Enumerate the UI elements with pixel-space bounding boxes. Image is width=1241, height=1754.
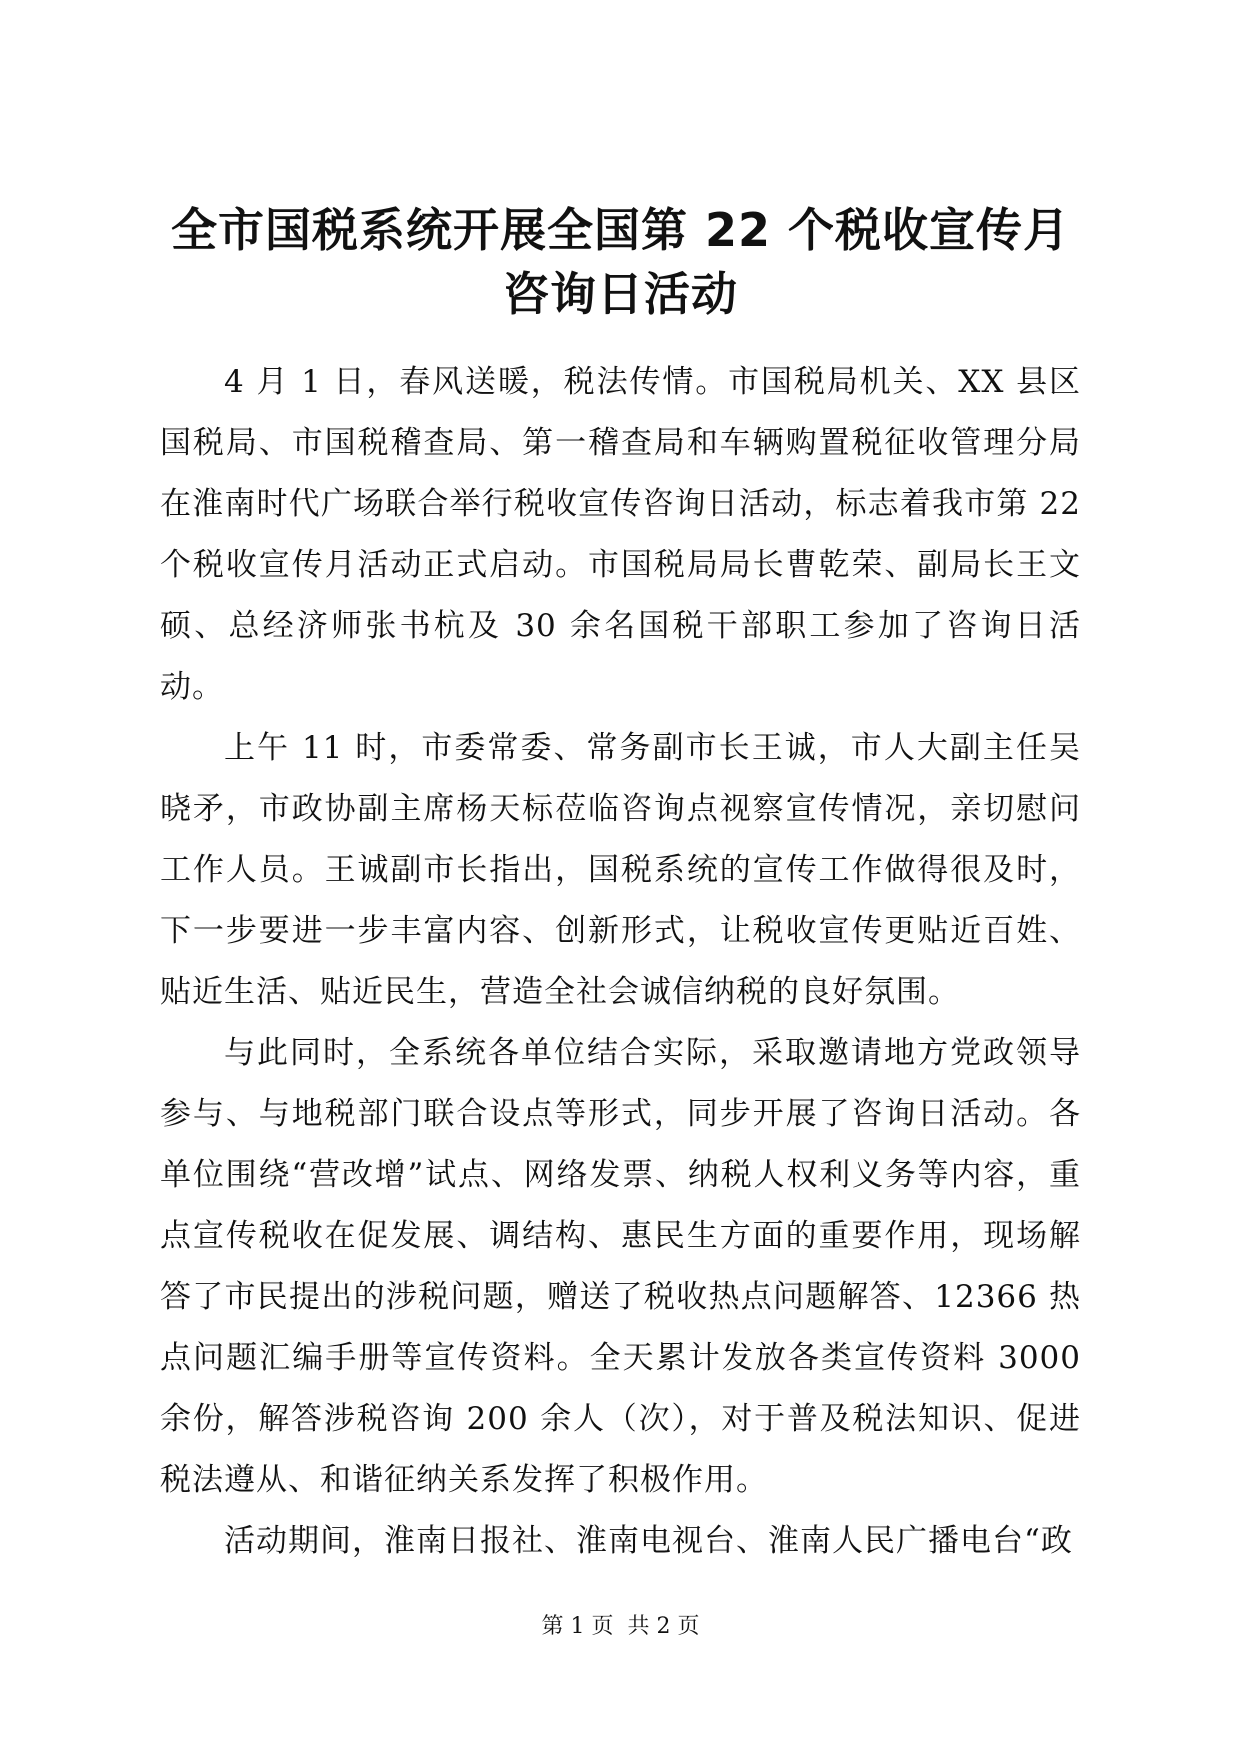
paragraph-2: 上午 11 时，市委常委、常务副市长王诚，市人大副主任吴晓矛，市政协副主席杨天标莅临咨询点视察宣传情况，亲切慰问工作人员。王诚副市长指出，国税系统的宣传工作做得很及时，下一步要进一步丰富内容、创新形式，让税收宣传更贴近百姓、贴近生活、贴近民生，营造全社会诚信纳税的良好氛围。: [160, 730, 1081, 1010]
page-footer: [0, 1612, 1241, 1642]
paragraph-1: 4 月 1 日，春风送暖，税法传情。市国税局机关、XX 县区国税局、市国税稽查局、第一稽查局和车辆购置税征收管理分局在淮南时代广场联合举行税收宣传咨询日活动，标志着我市第 22 个税收宣传月活动正式启动。市国税局局长曹乾荣、副局长王文硕、总经济师张书杭及 30 余名国税干部职工参加了咨询日活动。: [160, 364, 1081, 705]
paragraph-4: 活动期间，淮南日报社、淮南电视台、淮南人民广播电台“政: [224, 1523, 1073, 1559]
document-body: [160, 352, 1081, 1572]
page-number-label: 第 1 页 共 2 页: [541, 1614, 700, 1639]
document-title: 全市国税系统开展全国第 22 个税收宣传月咨询日活动: [170, 203, 1071, 321]
paragraph-3: 与此同时，全系统各单位结合实际，采取邀请地方党政领导参与、与地税部门联合设点等形式，同步开展了咨询日活动。各单位围绕“营改增”试点、网络发票、纳税人权利义务等内容，重点宣传税收在促发展、调结构、惠民生方面的重要作用，现场解答了市民提出的涉税问题，赠送了税收热点问题解答、12366 热点问题汇编手册等宣传资料。全天累计发放各类宣传资料 3000 余份，解答涉税咨询 200 余人（次），对于普及税法知识、促进税法遵从、和谐征纳关系发挥了积极作用。: [160, 1035, 1081, 1498]
